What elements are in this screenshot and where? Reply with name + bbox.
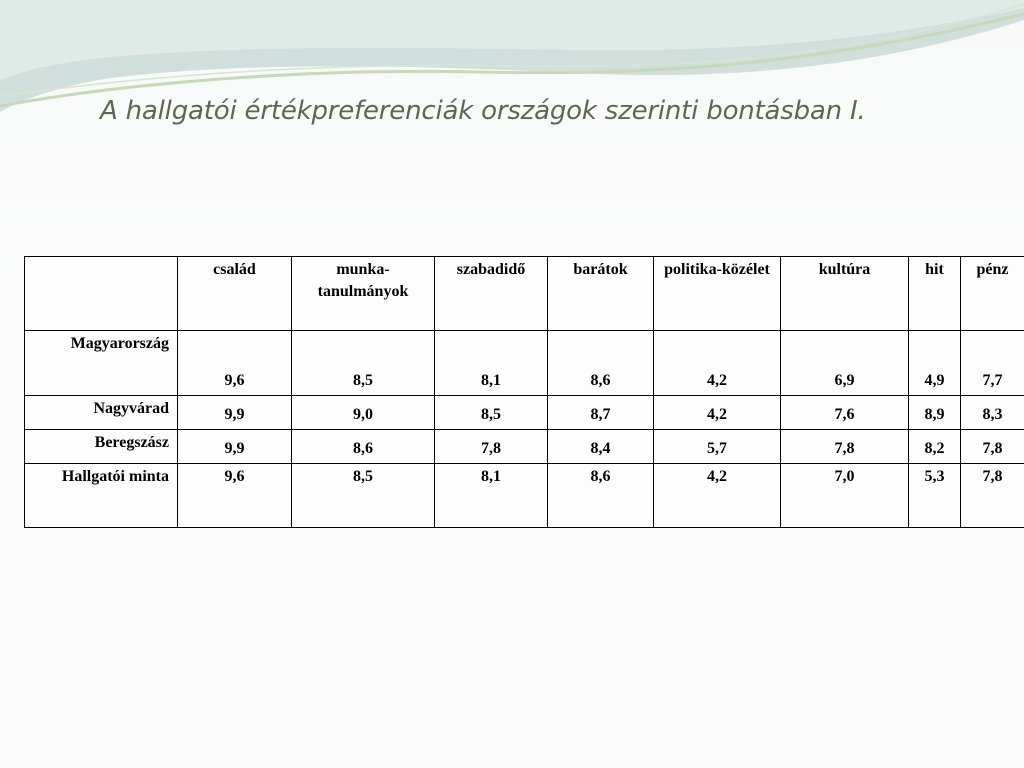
row-label: Nagyvárad xyxy=(25,396,178,430)
table-cell: 8,6 xyxy=(548,464,654,528)
table-cell: 9,9 xyxy=(178,396,292,430)
table-cell: 9,9 xyxy=(178,430,292,464)
table-cell: 9,6 xyxy=(178,331,292,396)
col-header-csalad: család xyxy=(178,257,292,331)
table-cell: 8,5 xyxy=(292,331,435,396)
col-header-kultura: kultúra xyxy=(781,257,909,331)
col-header-hit: hit xyxy=(909,257,961,331)
table-row xyxy=(25,430,1024,464)
table-cell: 8,6 xyxy=(292,430,435,464)
col-header-munka-tanulmanyok: munka-tanulmányok xyxy=(292,257,435,331)
table-cell: 4,2 xyxy=(654,331,781,396)
table-cell: 7,8 xyxy=(781,430,909,464)
table-cell: 8,1 xyxy=(435,464,548,528)
table-cell: 6,9 xyxy=(781,331,909,396)
table-cell: 7,0 xyxy=(781,464,909,528)
table-row xyxy=(25,331,1024,396)
table-cell: 4,2 xyxy=(654,396,781,430)
table-cell: 8,4 xyxy=(548,430,654,464)
table-cell: 9,0 xyxy=(292,396,435,430)
row-label: Hallgatói minta xyxy=(25,464,178,528)
slide-title: A hallgatói értékpreferenciák országok szerinti bontásban I. xyxy=(100,96,866,126)
table-cell: 7,7 xyxy=(961,331,1024,396)
table-cell: 8,5 xyxy=(435,396,548,430)
corner-cell xyxy=(25,257,178,331)
col-header-szabadido: szabadidő xyxy=(435,257,548,331)
table-cell: 5,7 xyxy=(654,430,781,464)
table-cell: 4,2 xyxy=(654,464,781,528)
col-header-penz: pénz xyxy=(961,257,1024,331)
table-cell: 7,8 xyxy=(435,430,548,464)
table-cell: 5,3 xyxy=(909,464,961,528)
table-row xyxy=(25,464,1024,528)
table-cell: 4,9 xyxy=(909,331,961,396)
table-cell: 8,7 xyxy=(548,396,654,430)
col-header-baratok: barátok xyxy=(548,257,654,331)
table-cell: 8,5 xyxy=(292,464,435,528)
row-label: Beregszász xyxy=(25,430,178,464)
table-row xyxy=(25,396,1024,430)
table-cell: 8,9 xyxy=(909,396,961,430)
table-cell: 8,3 xyxy=(961,396,1024,430)
table-cell: 7,8 xyxy=(961,430,1024,464)
table-cell: 7,6 xyxy=(781,396,909,430)
table-cell: 9,6 xyxy=(178,464,292,528)
table-cell: 7,8 xyxy=(961,464,1024,528)
col-header-politika-kozelet: politika-közélet xyxy=(654,257,781,331)
table-header-row xyxy=(25,257,1024,331)
table-cell: 8,1 xyxy=(435,331,548,396)
row-label: Magyarország xyxy=(25,331,178,396)
table-cell: 8,6 xyxy=(548,331,654,396)
table-cell: 8,2 xyxy=(909,430,961,464)
values-table xyxy=(24,256,1024,528)
